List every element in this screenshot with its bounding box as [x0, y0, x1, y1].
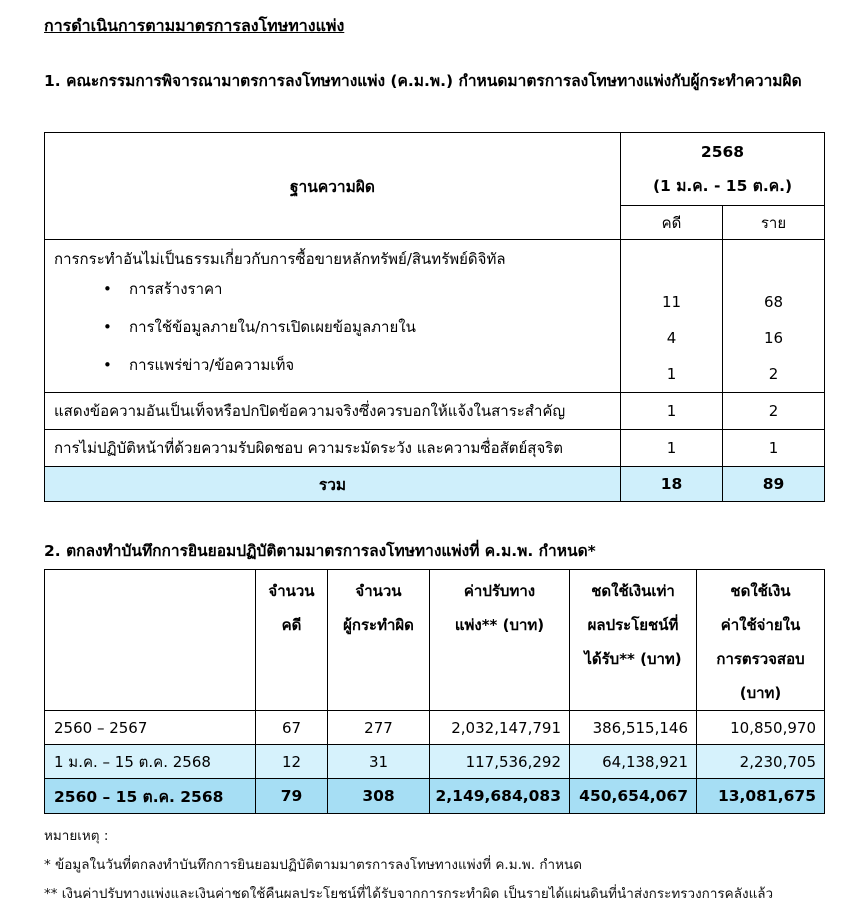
- offenders-cell: 31: [328, 745, 430, 779]
- offense-group-cell: [45, 240, 621, 393]
- header-line: ค่าใช้จ่ายใน: [720, 616, 801, 634]
- fine-cell: 2,032,147,791: [430, 711, 570, 745]
- total-cases: 18: [621, 467, 723, 502]
- offenders-cell: 308: [328, 779, 430, 814]
- header-persons: ราย: [723, 206, 825, 240]
- cases-cell: 79: [256, 779, 328, 814]
- settlement-table: [44, 569, 825, 814]
- persons-value: 2: [723, 393, 825, 430]
- header-year: [621, 133, 825, 206]
- header-num-cases: [256, 570, 328, 711]
- fine-cell: 117,536,292: [430, 745, 570, 779]
- header-benefit-refund: [570, 570, 697, 711]
- persons-value: 2: [768, 365, 779, 383]
- header-cases: คดี: [621, 206, 723, 240]
- section2-title: 2. ตกลงทำบันทึกการยินยอมปฏิบัติตามมาตรการลงโทษทางแพ่งที่ ค.ม.พ. กำหนด*: [44, 542, 596, 560]
- settlement-header-row: [45, 570, 825, 711]
- period-cell: 2560 – 15 ต.ค. 2568: [45, 779, 256, 814]
- header-line: จำนวน: [355, 582, 402, 600]
- offense-label: แสดงข้อความอันเป็นเท็จหรือปกปิดข้อความจริงซึ่งควรบอกให้แจ้งในสาระสำคัญ: [45, 393, 621, 430]
- period-cell: 2560 – 2567: [45, 711, 256, 745]
- benefit-cell: 450,654,067: [570, 779, 697, 814]
- cases-value: 1: [621, 430, 723, 467]
- header-line: แพ่ง** (บาท): [454, 616, 545, 634]
- header-line: จำนวน: [268, 582, 315, 600]
- header-line: ได้รับ** (บาท): [584, 650, 682, 668]
- persons-value: 1: [723, 430, 825, 467]
- table-row: [45, 745, 825, 779]
- table-row: [45, 711, 825, 745]
- header-year-label: 2568: [700, 143, 745, 161]
- notes-heading: หมายเหตุ :: [44, 828, 109, 844]
- group-persons-cell: [723, 240, 825, 393]
- header-num-offenders: [328, 570, 430, 711]
- persons-value: 68: [763, 293, 784, 311]
- list-item: • การแพร่ข่าว/ข้อความเท็จ: [103, 346, 620, 384]
- offense-label: การไม่ปฏิบัติหน้าที่ด้วยความรับผิดชอบ ความระมัดระวัง และความซื่อสัตย์สุจริต: [45, 430, 621, 467]
- list-item: • การใช้ข้อมูลภายใน/การเปิดเผยข้อมูลภายใน: [103, 308, 620, 346]
- offenders-cell: 277: [328, 711, 430, 745]
- benefit-cell: 64,138,921: [570, 745, 697, 779]
- header-civil-fine: [430, 570, 570, 711]
- cases-cell: 67: [256, 711, 328, 745]
- header-period-label: (1 ม.ค. - 15 ต.ค.): [652, 177, 793, 195]
- header-line: คดี: [281, 616, 302, 634]
- header-line: ผลประโยชน์ที่: [587, 616, 679, 634]
- page-title: การดำเนินการตามมาตรการลงโทษทางแพ่ง: [44, 16, 345, 35]
- expense-cell: 2,230,705: [697, 745, 825, 779]
- cases-value: 1: [621, 393, 723, 430]
- offense-group-list: [45, 270, 620, 384]
- total-persons: 89: [723, 467, 825, 502]
- header-line: ชดใช้เงินเท่า: [591, 582, 675, 600]
- header-line: ค่าปรับทาง: [463, 582, 536, 600]
- note-2: ** เงินค่าปรับทางแพ่งและเงินค่าชดใช้คืนผลประโยชน์ที่ได้รับจากการกระทำผิด เป็นรายได้แผ่นดินที่นำส่งกระทรวงการคลังแล้ว: [44, 886, 774, 902]
- note-1: * ข้อมูลในวันที่ตกลงทำบันทึกการยินยอมปฏิบัติตามมาตรการลงโทษทางแพ่งที่ ค.ม.พ. กำหนด: [44, 857, 583, 873]
- header-line: ชดใช้เงิน: [730, 582, 791, 600]
- section1-title: 1. คณะกรรมการพิจารณามาตรการลงโทษทางแพ่ง (ค.ม.พ.) กำหนดมาตรการลงโทษทางแพ่งกับผู้กระทำความผิด: [44, 72, 802, 90]
- group-cases-cell: [621, 240, 723, 393]
- table-row: [45, 240, 825, 393]
- notes: [44, 822, 773, 909]
- cases-value: 4: [666, 329, 677, 347]
- fine-cell: 2,149,684,083: [430, 779, 570, 814]
- header-line: (บาท): [739, 684, 782, 702]
- period-cell: 1 ม.ค. – 15 ต.ค. 2568: [45, 745, 256, 779]
- offense-table-header-row: [45, 133, 825, 206]
- header-period: [45, 570, 256, 711]
- table-row: [45, 393, 825, 430]
- header-line: ผู้กระทำผิด: [343, 616, 414, 634]
- total-row: [45, 467, 825, 502]
- expense-cell: 13,081,675: [697, 779, 825, 814]
- header-offense-basis: ฐานความผิด: [45, 133, 621, 240]
- cases-value: 1: [666, 365, 677, 383]
- expense-cell: 10,850,970: [697, 711, 825, 745]
- table-row: [45, 430, 825, 467]
- offense-group-title: การกระทำอันไม่เป็นธรรมเกี่ยวกับการซื้อขายหลักทรัพย์/สินทรัพย์ดิจิทัล: [54, 250, 506, 268]
- cases-cell: 12: [256, 745, 328, 779]
- offense-table: [44, 132, 825, 502]
- total-row: [45, 779, 825, 814]
- header-line: การตรวจสอบ: [716, 650, 805, 668]
- total-label: รวม: [45, 467, 621, 502]
- cases-value: 11: [661, 293, 682, 311]
- list-item: • การสร้างราคา: [103, 270, 620, 308]
- benefit-cell: 386,515,146: [570, 711, 697, 745]
- header-audit-expense: [697, 570, 825, 711]
- persons-value: 16: [763, 329, 784, 347]
